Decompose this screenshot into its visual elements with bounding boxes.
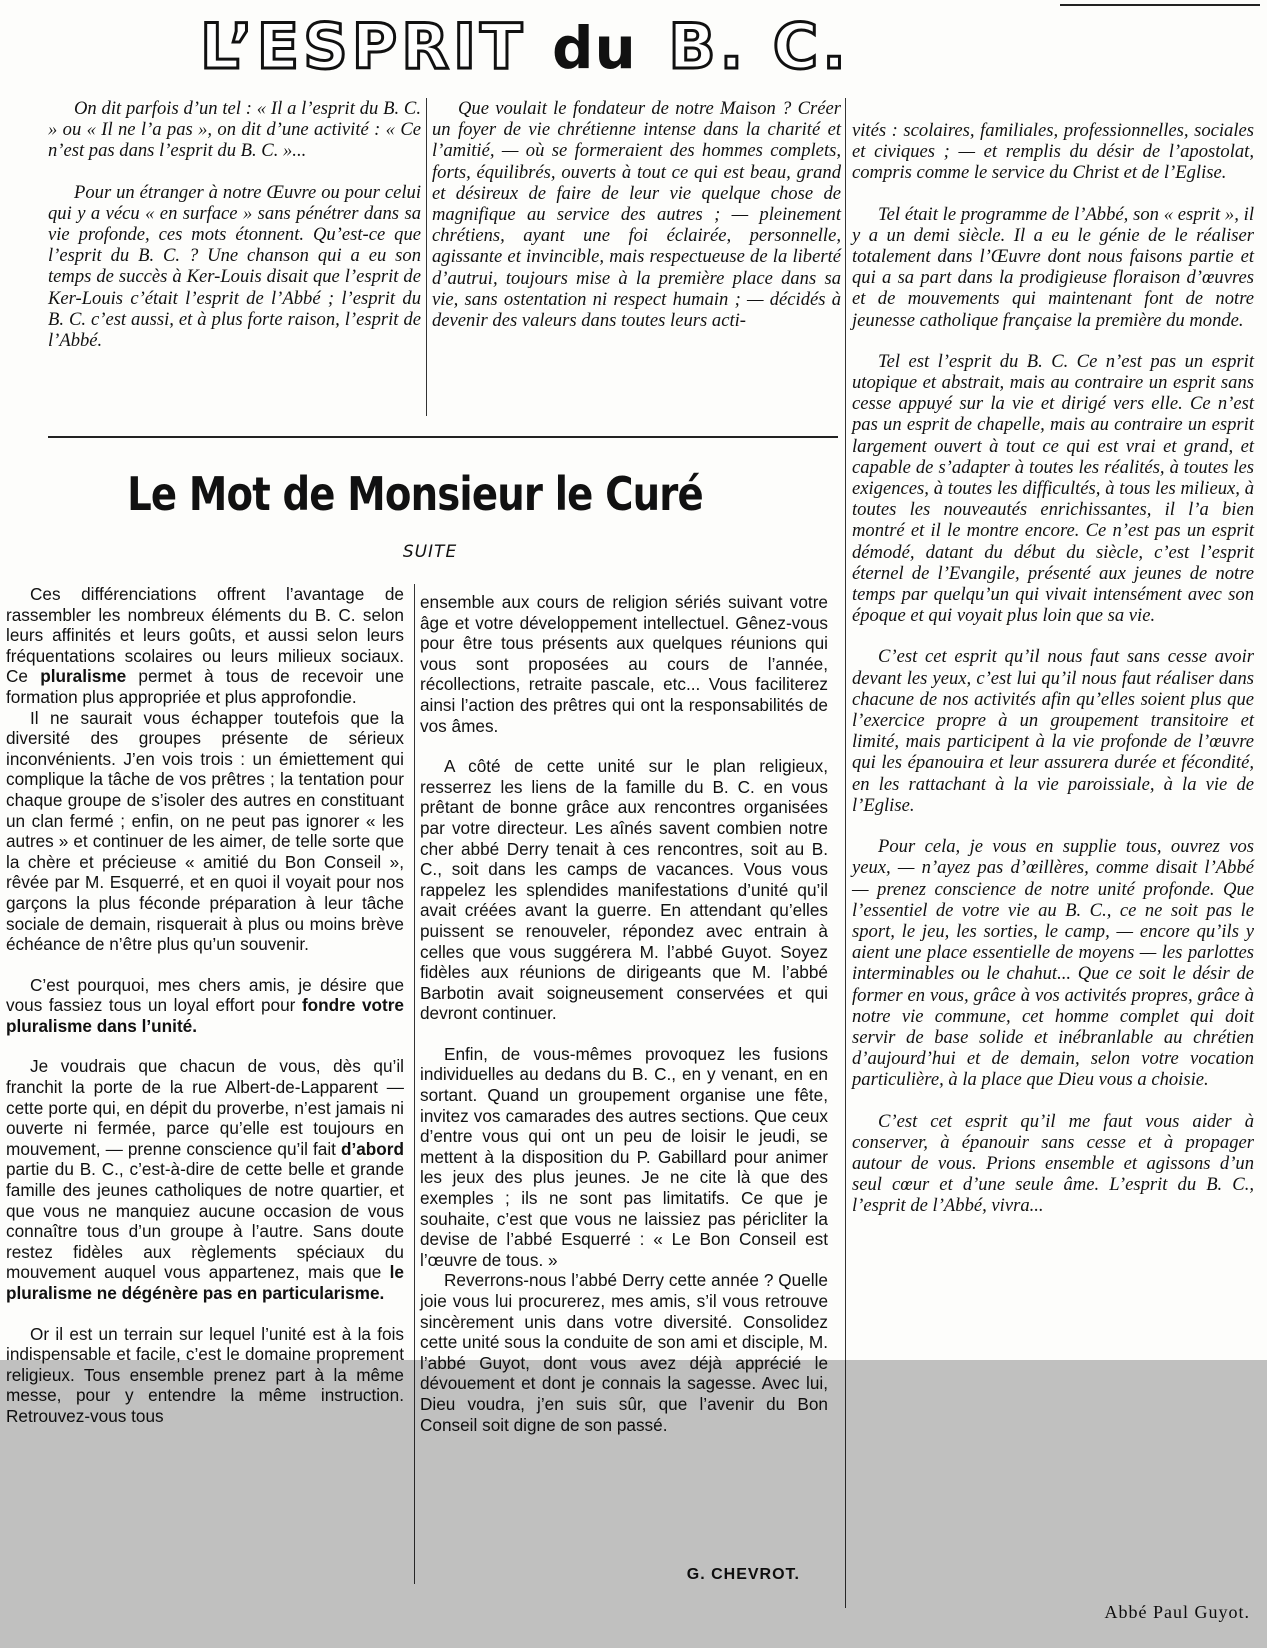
column-divider	[414, 584, 415, 1584]
cure-paragraph: Enfin, de vous-mêmes provoquez les fusions individuelles au dedans du B. C., en y venant, en en sortant. Quand un groupement organise une fête, invitez vos camarades des autres sections. Que ceux d’entre vous qui ont un peu de loisir le jeudi, se mettent à la disposition du P. Gabillard pour animer les jeux des plus jeunes. Je ne cite là que des exemples ; ils ne sont pas limitatifs. Ce que je souhaite, c’est que vous ne laissiez pas péricliter la devise de l’abbé Esquerré : « Le Bon Conseil est l’œuvre de tous. »	[420, 1043, 828, 1270]
esprit-column-2	[432, 98, 841, 331]
cure-column-2	[420, 592, 828, 1435]
esprit-paragraph: C’est cet esprit qu’il me faut vous aider à conserver, à épanouir sans cesse et à propager autour de vous. Prions ensemble et agissons d’un seul cœur et d’une seule âme. L’esprit du B. C., l’esprit de l’Abbé, vivra...	[852, 1110, 1254, 1217]
esprit-paragraph: On dit parfois d’un tel : « Il a l’esprit du B. C. » ou « Il ne l’a pas », on dit d’une activité : « Ce n’est pas dans l’esprit du B. C. »...	[48, 98, 421, 162]
cure-column-1	[6, 584, 404, 1427]
esprit-paragraph: Pour un étranger à notre Œuvre ou pour celui qui y a vécu « en surface » sans pénétrer dans sa vie profonde, ces mots étonnent. Qu’est-ce que l’esprit du B. C. ? Une chanson qui a eu son temps de succès à Ker-Louis disait que l’esprit de Ker-Louis c’était l’esprit de l’Abbé ; l’esprit du B. C. c’est aussi, et à plus forte raison, l’esprit de l’Abbé.	[48, 181, 421, 352]
column-divider	[845, 98, 846, 1608]
esprit-column-3	[852, 120, 1254, 1217]
esprit-paragraph: Pour cela, je vous en supplie tous, ouvrez vos yeux, — n’ayez pas d’œillères, comme disait l’Abbé — prenez conscience de notre unité profonde. Que l’essentiel de votre vie au B. C., ce ne soit pas le sport, le jeu, les sorties, le camp, — encore qu’ils y aient une place essentielle de moyens — les parlottes interminables ou le chahut... Que ce soit le désir de former en vous, grâce à vos activités propres, grâce à notre vie commune, cet homme complet qui doit servir de base solide et inébranlable au chrétien d’aujourd’hui et de demain, selon votre vocation particulière, à la place que Dieu vous a choisie.	[852, 836, 1254, 1091]
cure-paragraph: Reverrons-nous l’abbé Derry cette année ? Quelle joie vous lui procurerez, mes amis, s’il vous retrouve sincèrement unis dans votre diversité. Consolidez cette unité sous la conduite de son ami et disciple, M. l’abbé Guyot, dont vous avez déjà apprécié le dévouement et dont je connais la sagesse. Avec lui, Dieu voudra, j’en suis sûr, que l’avenir du Bon Conseil soit digne de son passé.	[420, 1270, 828, 1435]
cure-signature: G. CHEVROT.	[686, 1566, 800, 1583]
cure-headline: Le Mot de Monsieur le Curé	[127, 467, 703, 521]
cure-subhead: SUITE	[402, 542, 458, 562]
cure-paragraph: A côté de cette unité sur le plan religieux, resserrez les liens de la famille du B. C. en vous prêtant de bonne grâce aux rencontres organisées par votre directeur. Les aînés savent combien notre cher abbé Derry tenait à ces rencontres, soit au B. C., soit dans les camps de vacances. Vous vous rappelez les splendides manifestations d’unité qu’il avait créées avant la guerre. En attendant qu’elles puissent se renouveler, répondez avec entrain à celles que vous suggérera M. l’abbé Guyot. Soyez fidèles aux réunions de dirigeants que M. l’abbé Barbotin avait soigneusement conservées et qui devront continuer.	[420, 756, 828, 1024]
cure-paragraph: C’est pourquoi, mes chers amis, je désire que vous fassiez tous un loyal effort pour fondre votre pluralisme dans l’unité.	[6, 974, 404, 1036]
cure-paragraph: Ces différenciations offrent l’avantage de rassembler les nombreux éléments du B. C. selon leurs affinités et leurs goûts, et aussi selon leurs fréquentations scolaires ou leurs milieux sociaux. Ce pluralisme permet à tous de recevoir une formation plus appropriée et plus approfondie.	[6, 584, 404, 707]
esprit-paragraph: Tel est l’esprit du B. C. Ce n’est pas un esprit utopique et abstrait, mais au contraire un esprit sans cesse appuyé sur la vie et dirigé vers elle. Ce n’est pas un esprit de chapelle, mais au contraire un esprit largement ouvert à tout ce qui est vrai et grand, et capable de s’adapter à toutes les réalités, à toutes les exigences, à toutes les difficultés, à tous les milieux, à toutes les nouveautés enrichissantes, il l’a bien montré et il le montre encore. Ce n’est pas un esprit démodé, datant du début du siècle, c’est l’esprit éternel de l’Evangile, présenté aux jeunes de notre temps par quelqu’un qui vivait intensément avec son époque et qui voyait plus loin que sa vie.	[852, 350, 1254, 627]
masthead-esprit: L’ESPRIT	[200, 10, 527, 83]
masthead-du: du	[551, 14, 637, 82]
top-rule	[1060, 4, 1260, 6]
cure-paragraph: Il ne saurait vous échapper toutefois que la diversité des groupes présente de sérieux inconvénients. J’en vois trois : un émiettement qui complique la tâche de vos prêtres ; la tentation pour chaque groupe de s’isoler des autres en constituant un clan fermé ; enfin, on ne peut pas ignorer « les autres » et continuer de les aimer, de telle sorte que la chère et précieuse « amitié du Bon Conseil », rêvée par M. Esquerré, et en quoi il voyait pour nos garçons la plus féconde préparation à leur tâche sociale de demain, risquerait à plus ou moins brève échéance de n’être plus qu’un souvenir.	[6, 707, 404, 955]
cure-paragraph: Or il est un terrain sur lequel l’unité est à la fois indispensable et facile, c’est le domaine proprement religieux. Tous ensemble prenez part à la même messe, pour y entendre la même instruction. Retrouvez-vous tous	[6, 1323, 404, 1426]
esprit-paragraph: Que voulait le fondateur de notre Maison ? Créer un foyer de vie chrétienne intense dans la charité et l’amitié, — où se formeraient des hommes complets, forts, équilibrés, ouverts à tout ce qui est beau, grand et désireux de faire de leur vie quelque chose de magnifique au service des autres ; — pleinement chrétiens, ayant une foi éclairée, personnelle, agissante et invincible, mais respectueuse de la liberté d’autrui, toujours mise à la première place dans sa vie, sans ostentation ni respect humain ; — décidés à devenir des valeurs dans toutes leurs acti-	[432, 98, 841, 332]
esprit-signature: Abbé Paul Guyot.	[1104, 1602, 1250, 1622]
column-divider	[426, 98, 427, 416]
esprit-paragraph: vités : scolaires, familiales, professionnelles, sociales et civiques ; — et remplis du désir de l’apostolat, compris comme le service du Christ et de l’Eglise.	[852, 120, 1254, 184]
esprit-paragraph: Tel était le programme de l’Abbé, son « esprit », il y a un demi siècle. Il a eu le génie de le réaliser totalement dans l’Œuvre dont nous faisons partie et qui a sa part dans la prodigieuse floraison d’œuvres et de mouvements qui maintenant font de notre jeunesse catholique française la première du monde.	[852, 203, 1254, 331]
masthead-bc: B. C.	[668, 10, 850, 83]
section-separator	[48, 436, 838, 438]
masthead-title	[200, 12, 1080, 82]
esprit-paragraph: C’est cet esprit qu’il nous faut sans cesse avoir devant les yeux, c’est lui qu’il nous faut réaliser dans chacune de nos activités afin qu’elles soient plus que l’exercice propre à un groupement transitoire et limité, mais participent à la vie profonde de l’œuvre qui les épanouira et leur assurera durée et fécondité, en les rattachant à la vie paroissiale, à la vie de l’Eglise.	[852, 646, 1254, 816]
cure-paragraph: Je voudrais que chacun de vous, dès qu’il franchit la porte de la rue Albert-de-Lapparent — cette porte qui, en dépit du proverbe, n’est jamais ni ouverte ni fermée, parce qu’elle est toujours en mouvement, — prenne conscience qu’il fait d’abord partie du B. C., c’est-à-dire de cette belle et grande famille des jeunes catholiques de notre quartier, et que vous ne manquiez aucune occasion de vous connaître tous d’un groupe à l’autre. Sans doute restez fidèles aux règlements spéciaux du mouvement auquel vous appartenez, mais que le pluralisme ne dégénère pas en particularisme.	[6, 1056, 404, 1303]
esprit-column-1	[48, 98, 421, 351]
cure-paragraph: ensemble aux cours de religion sériés suivant votre âge et votre développement intellectuel. Gênez-vous pour être tous présents aux quelques réunions qui vous sont proposées au cours de l’année, récollections, retraite pascale, etc... Vous faciliterez ainsi l’action des prêtres qui ont la responsabilités de vos âmes.	[420, 592, 828, 736]
